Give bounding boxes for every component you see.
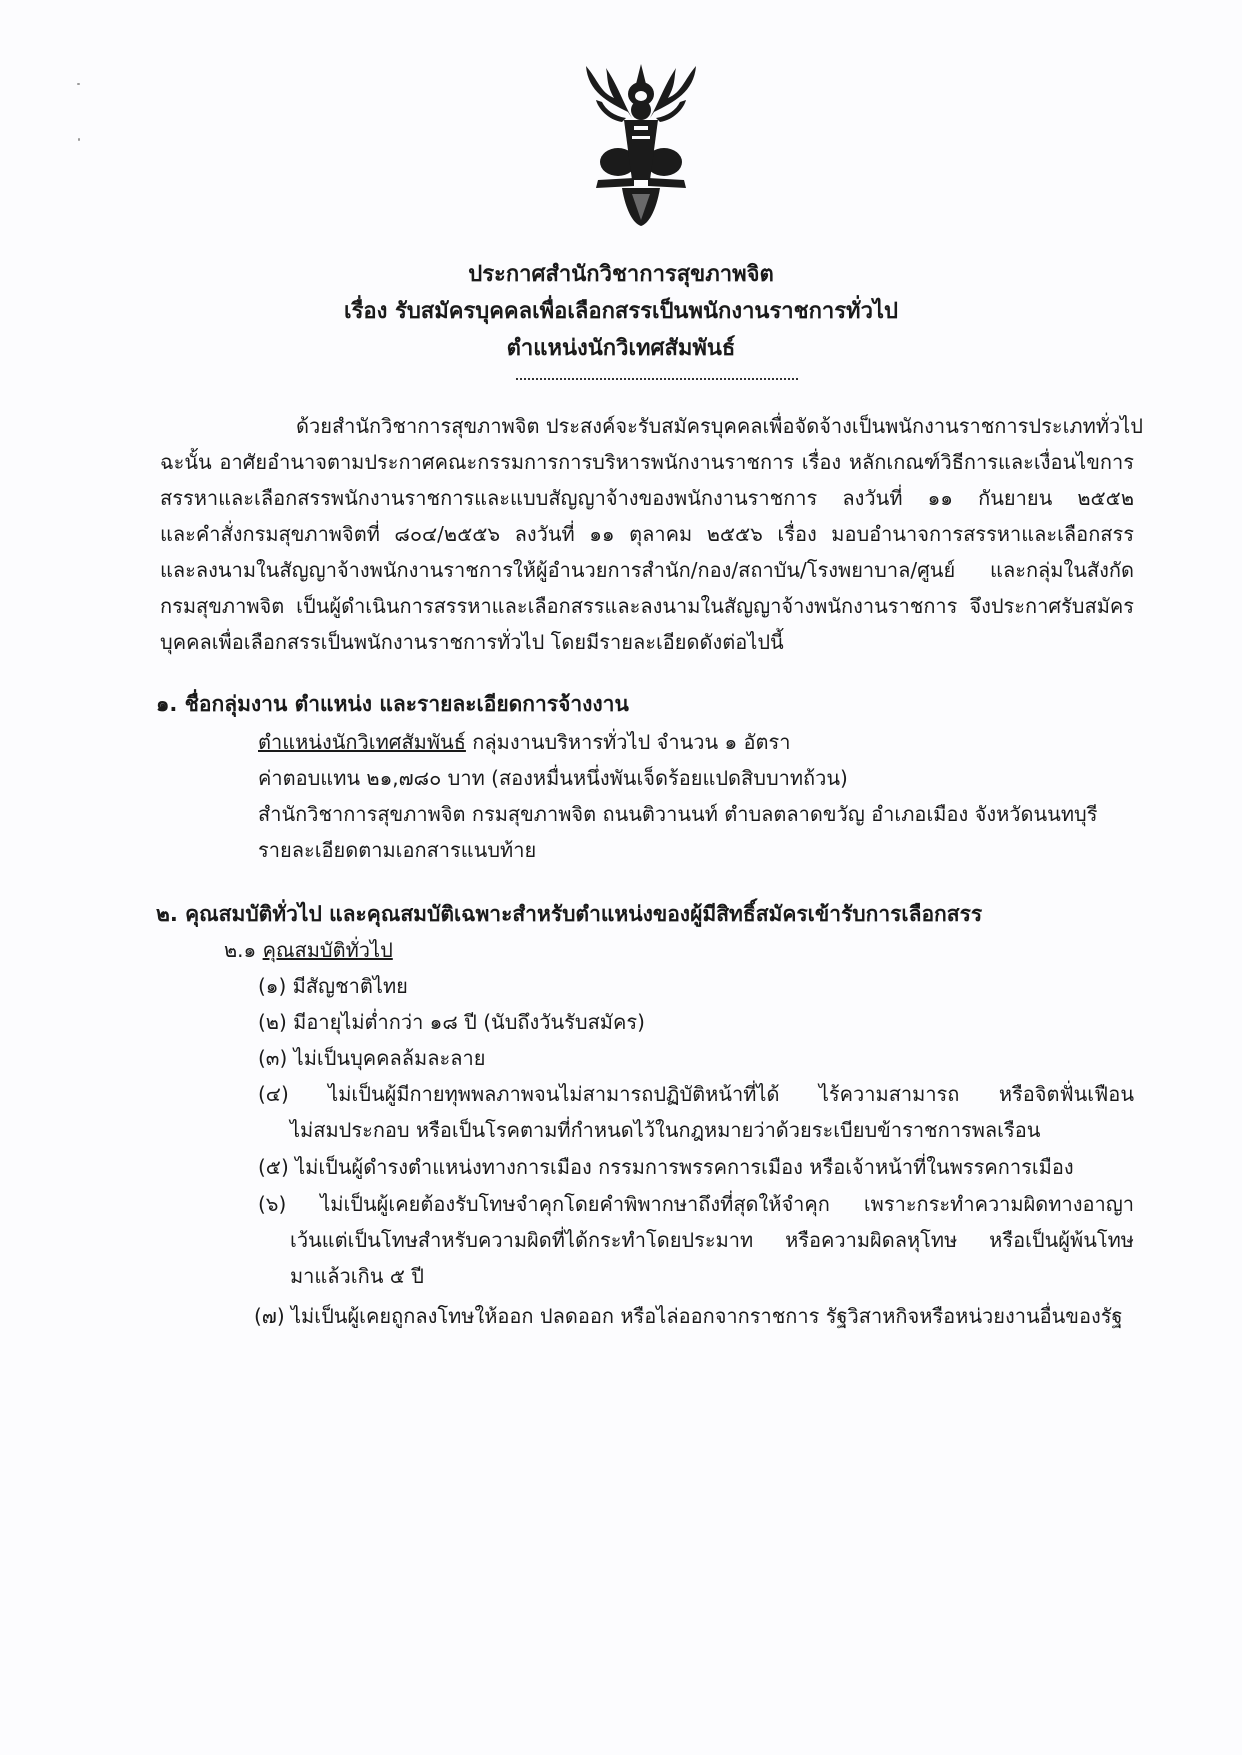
details-line: รายละเอียดตามเอกสารแนบท้าย (258, 838, 537, 862)
qualification-item: (๗) ไม่เป็นผู้เคยถูกลงโทษให้ออก ปลดออก หรือไล่ออกจากราชการ รัฐวิสาหกิจหรือหน่วยงานอื่นของรัฐ (254, 1304, 1123, 1328)
announcement-position: ตำแหน่งนักวิเทศสัมพันธ์ (506, 336, 736, 361)
preamble-line: ด้วยสำนักวิชาการสุขภาพจิต ประสงค์จะรับสมัครบุคคลเพื่อจัดจ้างเป็นพนักงานราชการประเภททั่วไป (296, 414, 1143, 438)
qualification-item-cont: ไม่สมประกอบ หรือเป็นโรคตามที่กำหนดไว้ในกฎหมายว่าด้วยระเบียบข้าราชการพลเรือน (290, 1118, 1041, 1142)
qualification-item: (๕) ไม่เป็นผู้ดำรงตำแหน่งทางการเมือง กรรมการพรรคการเมือง หรือเจ้าหน้าที่ในพรรคการเมือง (258, 1155, 1074, 1179)
salary-line: ค่าตอบแทน ๒๑,๗๘๐ บาท (สองหมื่นหนึ่งพันเจ็ดร้อยแปดสิบบาทถ้วน) (258, 766, 848, 790)
preamble-line: ฉะนั้น อาศัยอำนาจตามประกาศคณะกรรมการการบริหารพนักงานราชการ เรื่อง หลักเกณฑ์วิธีการและเงื่อนไขการ (160, 450, 1134, 474)
scan-speck (77, 83, 80, 85)
position-name: ตำแหน่งนักวิเทศสัมพันธ์ (258, 730, 466, 754)
qualification-item-cont: มาแล้วเกิน ๕ ปี (290, 1264, 424, 1288)
preamble-line: สรรหาและเลือกสรรพนักงานราชการและแบบสัญญาจ้างของพนักงานราชการ ลงวันที่ ๑๑ กันยายน ๒๕๕๒ (160, 486, 1134, 510)
subsection-2-1 (224, 936, 393, 964)
qualification-item: (๑) มีสัญชาติไทย (258, 974, 408, 998)
position-group-count: กลุ่มงานบริหารทั่วไป จำนวน ๑ อัตรา (465, 730, 791, 754)
qualification-item-cont: เว้นแต่เป็นโทษสำหรับความผิดที่ได้กระทำโดยประมาท หรือความผิดลหุโทษ หรือเป็นผู้พ้นโทษ (290, 1228, 1134, 1252)
section-1-heading: ๑. ชื่อกลุ่มงาน ตำแหน่ง และรายละเอียดการจ้างงาน (156, 692, 629, 716)
location-line: สำนักวิชาการสุขภาพจิต กรมสุขภาพจิต ถนนติวานนท์ ตำบลตลาดขวัญ อำเภอเมือง จังหวัดนนทบุรี (258, 802, 1098, 826)
subsection-title: คุณสมบัติทั่วไป (262, 938, 393, 962)
qualification-item: (๖) ไม่เป็นผู้เคยต้องรับโทษจำคุกโดยคำพิพากษาถึงที่สุดให้จำคุก เพราะกระทำความผิดทางอาญา (258, 1192, 1134, 1216)
section-2-heading: ๒. คุณสมบัติทั่วไป และคุณสมบัติเฉพาะสำหรับตำแหน่งของผู้มีสิทธิ์สมัครเข้ารับการเลือกสรร (156, 902, 983, 926)
announcement-title: ประกาศสำนักวิชาการสุขภาพจิต (468, 262, 774, 287)
preamble-line: บุคคลเพื่อเลือกสรรเป็นพนักงานราชการทั่วไป โดยมีรายละเอียดดังต่อไปนี้ (160, 630, 784, 654)
scan-speck (78, 138, 80, 141)
subsection-number: ๒.๑ (224, 938, 263, 962)
preamble-line: และคำสั่งกรมสุขภาพจิตที่ ๘๐๔/๒๕๕๖ ลงวันที่ ๑๑ ตุลาคม ๒๕๕๖ เรื่อง มอบอำนาจการสรรหาและเลือกสรร (160, 522, 1134, 546)
qualification-item: (๓) ไม่เป็นบุคคลล้มละลาย (258, 1046, 486, 1070)
title-separator (516, 378, 798, 382)
preamble-line: กรมสุขภาพจิต เป็นผู้ดำเนินการสรรหาและเลือกสรรและลงนามในสัญญาจ้างพนักงานราชการ จึงประกาศรับสมัคร (160, 594, 1134, 618)
qualification-item: (๒) มีอายุไม่ต่ำกว่า ๑๘ ปี (นับถึงวันรับสมัคร) (258, 1010, 645, 1034)
position-line (258, 728, 791, 756)
preamble-line: และลงนามในสัญญาจ้างพนักงานราชการให้ผู้อำนวยการสำนัก/กอง/สถาบัน/โรงพยาบาล/ศูนย์ และกลุ่มในสังกัด (160, 558, 1134, 582)
garuda-emblem-icon (578, 62, 704, 227)
qualification-item: (๔) ไม่เป็นผู้มีกายทุพพลภาพจนไม่สามารถปฏิบัติหน้าที่ได้ ไร้ความสามารถ หรือจิตฟั่นเฟือน (258, 1082, 1134, 1106)
announcement-subject: เรื่อง รับสมัครบุคคลเพื่อเลือกสรรเป็นพนักงานราชการทั่วไป (344, 299, 898, 324)
